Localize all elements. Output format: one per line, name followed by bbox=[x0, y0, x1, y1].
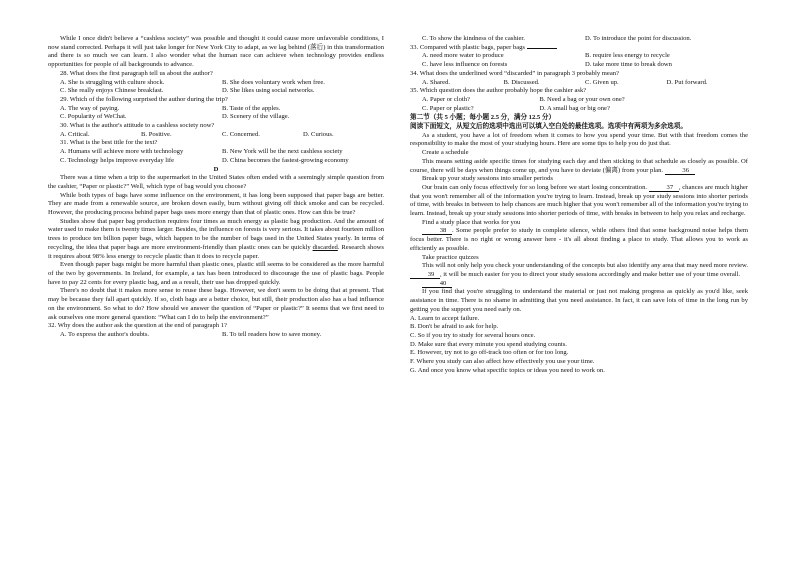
cloze-subheading-quizzes: Take practice quizzes bbox=[422, 253, 479, 261]
question-32-options-ab bbox=[48, 331, 384, 340]
cloze-paragraph-3 bbox=[410, 184, 748, 219]
cloze-option-b: B. Don't be afraid to ask for help. bbox=[410, 323, 499, 331]
question-29-options-cd bbox=[48, 113, 384, 122]
cloze-subheading-break-up: Break up your study sessions into smaller periods bbox=[422, 175, 553, 183]
option-30b: B. Positive. bbox=[141, 130, 172, 138]
question-34: 34. What does the underlined word “discarded” in paragraph 3 probably mean? bbox=[410, 69, 619, 77]
question-29-options-ab bbox=[48, 105, 384, 114]
blank-39: 39 bbox=[410, 271, 440, 279]
section-2-instructions: 阅读下面短文，从短文后的选项中选出可以填入空白处的最佳选项。选项中有两项为多余选项。 bbox=[410, 123, 687, 131]
underlined-word-discarded: discarded bbox=[312, 243, 338, 251]
option-33c: C. have less influence on forests bbox=[422, 61, 508, 69]
question-31-options-cd bbox=[48, 157, 384, 166]
question-31: 31. What is the best title for the text? bbox=[60, 139, 158, 147]
blank-40: 40 bbox=[422, 280, 452, 288]
passage-d-paragraph-4: Even though paper bags might be more harmful than plastic ones, plastic still seems to be considered as the more harmful of the two by governments. In Ireland, for example, a tax has been introduced to discourage the use of plastic bags. People have to pay 22 cents for every plastic bag, and as a result, their use has dropped quickly. bbox=[48, 261, 384, 286]
question-28-options-cd bbox=[48, 87, 384, 96]
question-30-options bbox=[48, 131, 384, 140]
question-33-options-ab bbox=[410, 52, 748, 61]
cloze-paragraph-4 bbox=[410, 227, 748, 253]
passage-d-paragraph-1: There was a time when a trip to the supermarket in the United States often ended with a seemingly simple question from the cashier, “Paper or plastic?” Well, which type of bag would you choose? bbox=[48, 174, 384, 190]
option-29c: C. Popularity of WeChat. bbox=[60, 113, 127, 121]
question-35-options-ab bbox=[410, 96, 748, 105]
passage-d-paragraph-3-start: Studies show that paper bag production requires four times as much energy as plastic bag production. And the amount of water used to make them is twenty times larger. Besides, the influence on forests is very serious. It takes about fourteen million trees to produce ten billion paper bags, which happen to be the number of bags used in the United States yearly. In terms of recycling, the idea that paper bags are more environment-friendly than plastic ones can be quickly bbox=[48, 217, 384, 251]
option-34d: D. Put forward. bbox=[666, 78, 708, 86]
option-28c: C. She really enjoys Chinese breakfast. bbox=[60, 87, 164, 95]
cloze-option-g: G. And once you know what specific topics or ideas you need to work on. bbox=[410, 366, 605, 374]
question-33-stem: 33. Compared with plastic bags, paper bags bbox=[410, 43, 525, 51]
option-29a: A. The way of paying. bbox=[60, 104, 120, 112]
question-35: 35. Which question does the author probably hope the cashier ask? bbox=[410, 87, 587, 95]
passage-d-paragraph-5: There's no doubt that it makes more sense to reuse these bags. However, we don't seem to be doing that at present. That may be because they fall apart quickly. If so, cloth bags are a better choice, but still, their production also has a bad influence on the environment. So what to do? How should we answer the question of “Paper or plastic?” It seems that we first need to ask ourselves one more general question: “What can I do to help the environment?” bbox=[48, 287, 384, 321]
cloze-paragraph-2-text: This means setting aside specific times for studying each day and then sticking to that schedule as closely as possible. Of course, there will be days when things come up, and you have to deviate (偏离) from your plan. bbox=[410, 157, 748, 174]
question-30: 30. What is the author's attitude to a cashless society now? bbox=[60, 122, 215, 130]
option-28b: B. She does voluntary work when free. bbox=[222, 78, 325, 86]
left-column bbox=[48, 35, 384, 340]
question-34-options bbox=[410, 79, 748, 88]
question-33-options-cd bbox=[410, 61, 748, 70]
option-32c: C. To show the kindness of the cashier. bbox=[422, 35, 525, 42]
cloze-subheading-study-place: Find a study place that works for you bbox=[422, 218, 521, 226]
option-35d: D. A small bag or big one? bbox=[539, 104, 610, 112]
blank-38: 38 bbox=[422, 227, 452, 235]
option-30a: A. Critical. bbox=[60, 130, 90, 138]
question-32-options-cd bbox=[410, 35, 748, 44]
question-31-options-ab bbox=[48, 148, 384, 157]
option-30c: C. Concerned. bbox=[222, 130, 260, 138]
option-35a: A. Paper or cloth? bbox=[422, 95, 470, 103]
right-column bbox=[410, 35, 748, 375]
cloze-paragraph-3-start: Our brain can only focus effectively for so long before we start losing concentration. bbox=[422, 183, 648, 191]
option-29b: B. Taste of the apples. bbox=[222, 104, 281, 112]
option-35b: B. Need a bag or your own one? bbox=[539, 95, 625, 103]
cloze-option-f: F. Where you study can also affect how effectively you use your time. bbox=[410, 358, 595, 366]
option-29d: D. Scenery of the village. bbox=[222, 113, 290, 121]
passage-d-paragraph-2: While both types of bags have some influence on the environment, it has long been supposed that paper bags are better. They are made from a renewable source, are broken down easily, burn without giving off thick smoke and can be recycled. However, the producing process behind paper bags uses more energy than that of plastic ones. How can this be true? bbox=[48, 191, 384, 217]
passage-d-paragraph-3 bbox=[48, 218, 384, 262]
cloze-option-d: D. Make sure that every minute you spend studying counts. bbox=[410, 340, 567, 348]
cloze-paragraph-6: If you find that you're struggling to understand the material or just not making progress as quickly as you'd like, seek assistance in time. There is no shame in admitting that you need assistance. In fact, it can save lots of time in the long run by getting you the support you need early on. bbox=[410, 288, 748, 313]
option-31b: B. New York will be the next cashless society bbox=[222, 148, 343, 156]
option-30d: D. Curious. bbox=[303, 130, 334, 138]
cloze-option-a: A. Learn to accept failure. bbox=[410, 314, 480, 322]
cloze-paragraph-4-text: . Some people prefer to study in complete silence, while others find that some background noise helps them focus better. There is no right or wrong answer here - it's all about finding a place to study. That allows you to work as efficiently as possible. bbox=[410, 227, 748, 252]
blank-36: 36 bbox=[665, 167, 695, 175]
cloze-option-e: E. However, try not to go off-track too often or for too long. bbox=[410, 349, 569, 357]
option-32a: A. To express the author's doubts. bbox=[60, 330, 150, 338]
option-34c: C. Given up. bbox=[585, 78, 619, 86]
option-33b: B. require less energy to recycle bbox=[585, 52, 670, 60]
question-28: 28. What does the first paragraph tell us about the author? bbox=[60, 69, 213, 77]
option-34a: A. Shared. bbox=[422, 78, 451, 86]
option-33d: D. take more time to break down bbox=[585, 61, 672, 69]
option-35c: C. Paper or plastic? bbox=[422, 104, 474, 112]
question-32: 32. Why does the author ask the question at the end of paragraph 1? bbox=[48, 322, 227, 330]
option-28a: A. She is struggling with culture shock. bbox=[60, 78, 165, 86]
passage-d-paragraph-3-end: . Research shows it requires about 98% less energy to recycle plastic than it does to recycle paper. bbox=[48, 243, 384, 260]
question-35-options-cd bbox=[410, 105, 748, 114]
question-29: 29. Which of the following surprised the author during the trip? bbox=[60, 95, 228, 103]
option-31c: C. Technology helps improve everyday life bbox=[60, 156, 175, 164]
cloze-paragraph-5-end: , it will be much easier for you to direct your study sessions accordingly and make better use of your time overall. bbox=[440, 270, 741, 278]
question-28-options-ab bbox=[48, 79, 384, 88]
cloze-blank-40-line bbox=[410, 280, 748, 289]
option-32b: B. To tell readers how to save money. bbox=[222, 330, 322, 338]
question-33 bbox=[410, 44, 748, 53]
cloze-paragraph-5 bbox=[410, 262, 748, 279]
cloze-subheading-schedule: Create a schedule bbox=[422, 149, 469, 157]
option-31a: A. Humans will achieve more with technology bbox=[60, 148, 184, 156]
passage-c-closing-paragraph: While I once didn't believe a “cashless society” was possible and thought it could cause more unfavorable conditions, I now stand corrected. Perhaps it will just take longer for New York City to adapt, as we lag behind (落后) in this transformation and there is so much we can learn. I also wonder what the human race can achieve when technology provides endless opportunities for people of all backgrounds to advance. bbox=[48, 35, 384, 69]
option-31d: D. China becomes the fastest-growing economy bbox=[222, 156, 349, 164]
section-2-heading: 第二节（共 5 小题；每小题 2.5 分，满分 12.5 分） bbox=[410, 114, 556, 122]
option-34b: B. Discussed. bbox=[503, 78, 540, 86]
option-28d: D. She likes using social networks. bbox=[222, 87, 315, 95]
cloze-option-c: C. So if you try to study for several hours once. bbox=[410, 331, 536, 339]
cloze-paragraph-2 bbox=[410, 158, 748, 175]
option-33a: A. need more water to produce bbox=[422, 52, 504, 60]
blank-37: 37 bbox=[649, 184, 679, 192]
answer-blank bbox=[527, 48, 557, 49]
cloze-paragraph-5-start: This will not only help you check your understanding of the concepts but also identify any area that may need more review. bbox=[422, 262, 748, 270]
section-d-heading: D bbox=[213, 165, 219, 173]
option-32d: D. To introduce the point for discussion. bbox=[585, 35, 692, 42]
cloze-paragraph-3-end: , chances are much higher that you won't remember all of the information you're trying to learn. Instead, break up your study sessions into shorter periods of time, with breaks in between to help chances are much higher that you won't remember all of the information you're trying to learn. Instead, break up your study sessions into shorter periods of time, with breaks in between to help you relax and recharge. bbox=[410, 183, 749, 218]
cloze-paragraph-1: As a student, you have a lot of freedom when it comes to how you spend your time. But with that freedom comes the responsibility to make the most of your studying hours. Here are some tips to help you do just that. bbox=[410, 131, 748, 148]
